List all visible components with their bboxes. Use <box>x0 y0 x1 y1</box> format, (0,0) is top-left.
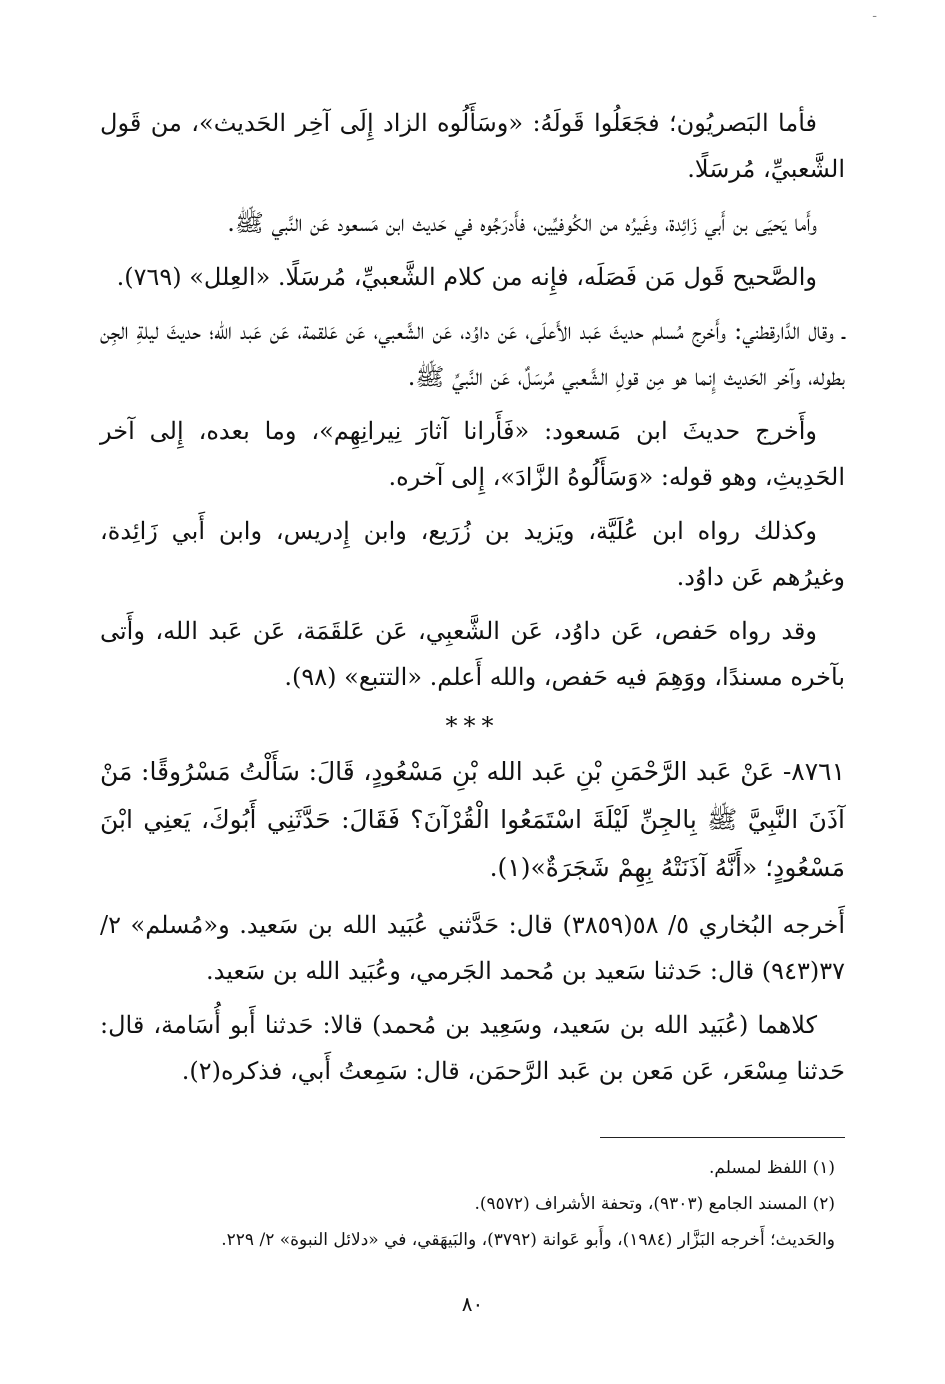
paragraph-hafs: وقد رواه حَفص، عَن داوُد، عَن الشَّعبِي، عَن عَلقَمَة، عَن عَبد الله، وأَتى بآخره مسندًا، ووَهِمَ فيه حَفص، والله أَعلم. «التتبع» (٩٨). <box>100 617 845 691</box>
paragraph-both-narrate: كلاهما (عُبَيد الله بن سَعيد، وسَعِيد بن مُحمد) قالا: حَدثنا أَبو أُسَامة، قال: حَدثنا مِسْعَر، عَن مَعن بن عَبد الرَّحمَن، قال: سَمِعتُ أَبي، فذكره(٢). <box>100 1011 845 1085</box>
paragraph-correct-view: والصَّحيح قَول مَن فَصَلَه، فإِنه من كلام الشَّعبيِّ، مُرسَلًا. «العِلل» (٧٦٩). <box>116 263 817 291</box>
paragraph-bukhari-muslim: أَخرجه البُخاري ٥/ ٥٨(٣٨٥٩) قال: حَدَّثني عُبَيد الله بن سَعيد. و«مُسلم» ٢/ ٣٧(٩٤٣) قال: حَدثنا سَعيد بن مُحمد الجَرمي، وعُبَيد الله بن سَعيد. <box>100 911 846 985</box>
footnote-1: (١) اللفظ لمسلم. <box>708 1158 835 1178</box>
paragraph-ibn-masud-hadith: وأَخرج حديثَ ابن مَسعود: «فَأَرانا آثارَ نِيرانِهِم»، وما بعده، إِلى آخر الحَدِيثِ، وهو قوله: «وَسَأَلُوهُ الزَّادَ»، إِلى آخره. <box>100 417 845 491</box>
corner-mark: - <box>872 8 877 24</box>
page-number: ٨٠ <box>461 1292 484 1316</box>
main-text <box>100 100 845 1102</box>
footnotes <box>100 1150 835 1258</box>
hadith-8761: ٨٧٦١- عَنْ عَبد الرَّحْمَنِ بْنِ عَبد الله بْنِ مَسْعُودٍ، قَالَ: سَأَلْتُ مَسْرُوقًا: مَنْ آذَنَ النَّبِيَّ ﷺ بِالجِنِّ لَيْلَةَ اسْتَمَعُوا الْقُرْآنَ؟ فَقَالَ: حَدَّثَنِي أَبُوكَ، يَعنِي ابْنَ مَسْعُودٍ؛ «أَنَّهُ آذَنَتْهُ بِهِمْ شَجَرَةٌ»(١). <box>100 757 845 882</box>
paragraph-basrans: فأما البَصريُون؛ فجَعَلُوا قَولَهُ: «وسَأَلُوه الزاد إِلَى آخِر الحَديث»، من قَول الشَّعبيِّ، مُرسَلًا. <box>100 109 845 183</box>
paragraph-narrators: وكذلك رواه ابن عُلَيَّة، ويَزيد بن زُرَيع، وابن إِدريس، وابن أَبي زَائِدة، وغيرُهم عَن داوُد. <box>100 517 845 591</box>
section-divider-stars: *** <box>445 712 500 740</box>
paragraph-daraqutni: ـ وقال الدَّارقطني: وأَخرج مُسلم حديثَ عَبد الأَعلَى، عَن داوُد، عَن الشَّعبي، عَن عَلقمة، عَن عَبد الله؛ حديثَ ليلةِ الجِن بطوله، وآخر الحَديث إِنما هو مِن قولِ الشَّعبي مُرسَلٌ، عَن النَّبيِّ ﷺ. <box>100 317 845 391</box>
footnote-separator <box>600 1137 845 1138</box>
paragraph-ibn-abi-zaida: وأَما يَحيَى بن أَبي زَائِدة، وغَيرُه من الكُوفيِّين، فأَدرَجُوه في حَديث ابن مَسعود عَن النَّبي ﷺ. <box>227 209 817 237</box>
footnote-2: (٢) المسند الجامع (٩٣٠٣)، وتحفة الأشراف (٩٥٧٢). <box>474 1194 835 1214</box>
footnote-2-continued: والحَديث؛ أَخرجه البَزَّار (١٩٨٤)، وأَبو عَوانة (٣٧٩٢)، والبَيهَقي، في «دلائل النبوة» ٢/ ٢٢٩. <box>221 1230 835 1250</box>
